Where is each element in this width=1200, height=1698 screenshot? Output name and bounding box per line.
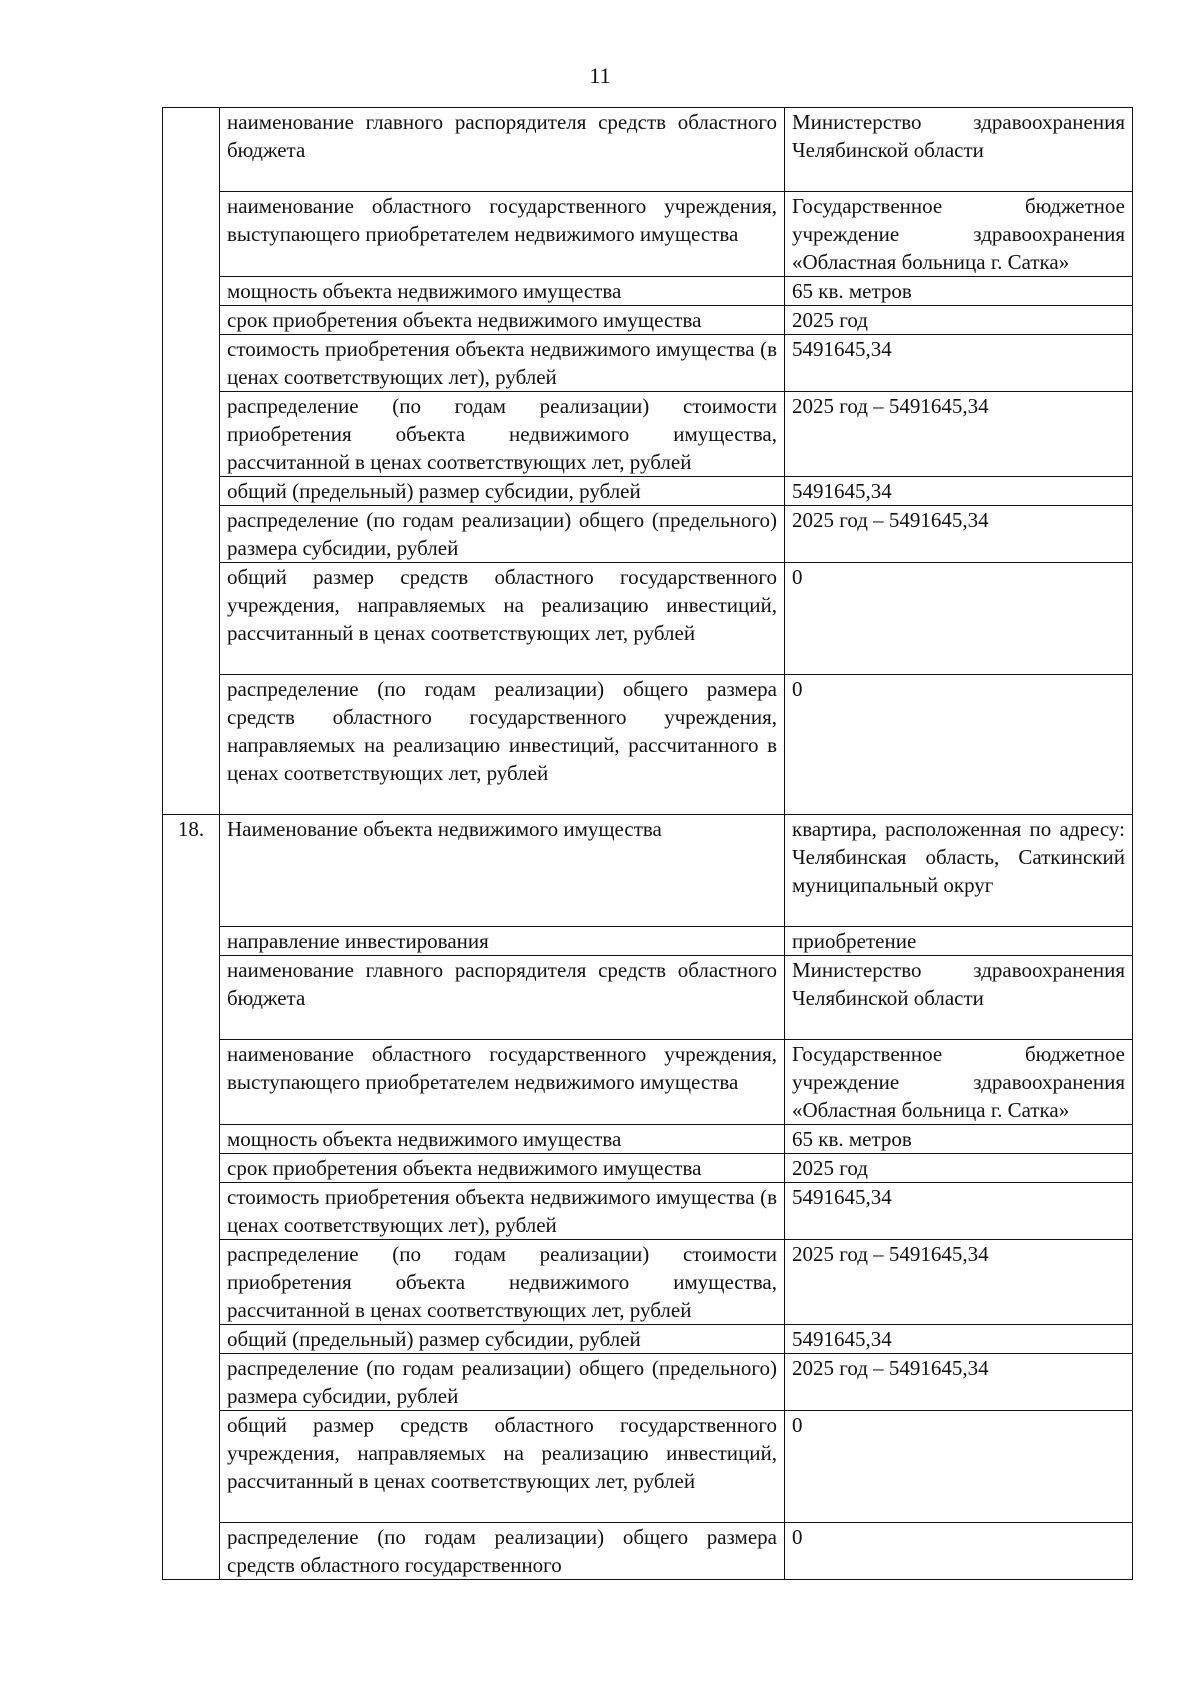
table-row <box>163 477 1133 506</box>
row-number-cell <box>163 108 220 192</box>
parameter-cell: стоимость приобретения объекта недвижимого имущества (в ценах соответствующих лет), рублей <box>220 1183 785 1240</box>
parameter-cell: наименование областного государственного учреждения, выступающего приобретателем недвижимого имущества <box>220 1040 785 1125</box>
parameter-cell: распределение (по годам реализации) общего размера средств областного государственного учреждения, направляемых на реализацию инвестиций, рассчитанного в ценах соответствующих лет, рублей <box>220 675 785 815</box>
value-cell: 2025 год <box>785 306 1133 335</box>
investment-object-table <box>162 107 1133 1580</box>
parameter-text: распределение (по годам реализации) общего размера средств областного государственного <box>227 1525 777 1577</box>
parameter-cell: мощность объекта недвижимого имущества <box>220 277 785 306</box>
value-cell: 5491645,34 <box>785 335 1133 392</box>
row-number-cell <box>163 1183 220 1240</box>
value-cell: Государственное бюджетное учреждение здравоохранения «Областная больница г. Сатка» <box>785 192 1133 277</box>
table-row <box>163 563 1133 675</box>
row-number-cell <box>163 675 220 815</box>
table-row <box>163 927 1133 956</box>
parameter-cell: наименование главного распорядителя средств областного бюджета <box>220 956 785 1040</box>
table-row <box>163 1354 1133 1411</box>
table-row <box>163 392 1133 477</box>
parameter-cell: стоимость приобретения объекта недвижимого имущества (в ценах соответствующих лет), рублей <box>220 335 785 392</box>
value-cell: 0 <box>785 1523 1133 1580</box>
table-row <box>163 815 1133 927</box>
row-number-cell <box>163 192 220 277</box>
value-cell: 0 <box>785 563 1133 675</box>
table-row <box>163 1183 1133 1240</box>
table-row <box>163 108 1133 192</box>
row-number-cell <box>163 1040 220 1125</box>
parameter-cell: Наименование объекта недвижимого имущества <box>220 815 785 927</box>
row-number-cell <box>163 506 220 563</box>
row-number-cell <box>163 277 220 306</box>
parameter-cell: срок приобретения объекта недвижимого имущества <box>220 1154 785 1183</box>
parameter-cell: распределение (по годам реализации) стоимости приобретения объекта недвижимого имущества, рассчитанной в ценах соответствующих лет, рублей <box>220 1240 785 1325</box>
value-cell: Министерство здравоохранения Челябинской области <box>785 956 1133 1040</box>
value-cell: 2025 год – 5491645,34 <box>785 1240 1133 1325</box>
parameter-cell: наименование главного распорядителя средств областного бюджета <box>220 108 785 192</box>
row-number-cell <box>163 927 220 956</box>
row-number-cell <box>163 1325 220 1354</box>
value-cell: 65 кв. метров <box>785 1125 1133 1154</box>
table-row <box>163 335 1133 392</box>
value-cell: 5491645,34 <box>785 1325 1133 1354</box>
value-cell: 2025 год – 5491645,34 <box>785 506 1133 563</box>
value-cell: 2025 год – 5491645,34 <box>785 1354 1133 1411</box>
parameter-cell: распределение (по годам реализации) стоимости приобретения объекта недвижимого имущества, рассчитанной в ценах соответствующих лет, рублей <box>220 392 785 477</box>
table-row <box>163 1040 1133 1125</box>
table-body <box>163 108 1133 1580</box>
value-cell: 0 <box>785 675 1133 815</box>
page-number: 11 <box>589 63 611 88</box>
row-number-cell <box>163 392 220 477</box>
row-number-cell <box>163 477 220 506</box>
parameter-cell <box>220 1523 785 1580</box>
row-number-cell <box>163 956 220 1040</box>
parameter-cell: общий (предельный) размер субсидии, рублей <box>220 1325 785 1354</box>
value-cell: 0 <box>785 1411 1133 1523</box>
value-cell: Государственное бюджетное учреждение здравоохранения «Областная больница г. Сатка» <box>785 1040 1133 1125</box>
value-cell: квартира, расположенная по адресу: Челябинская область, Саткинский муниципальный округ <box>785 815 1133 927</box>
row-number-cell <box>163 1240 220 1325</box>
value-cell: 5491645,34 <box>785 477 1133 506</box>
table-row <box>163 1240 1133 1325</box>
table-row <box>163 1154 1133 1183</box>
parameter-cell: срок приобретения объекта недвижимого имущества <box>220 306 785 335</box>
parameter-cell: общий размер средств областного государственного учреждения, направляемых на реализацию инвестиций, рассчитанный в ценах соответствующих лет, рублей <box>220 1411 785 1523</box>
value-cell: 2025 год – 5491645,34 <box>785 392 1133 477</box>
value-cell: 65 кв. метров <box>785 277 1133 306</box>
row-number-cell <box>163 1125 220 1154</box>
row-number-cell: 18. <box>163 815 220 927</box>
table-row <box>163 1125 1133 1154</box>
row-number-cell <box>163 1354 220 1411</box>
value-cell: приобретение <box>785 927 1133 956</box>
row-number-cell <box>163 563 220 675</box>
table-row <box>163 675 1133 815</box>
table-row <box>163 192 1133 277</box>
parameter-cell: наименование областного государственного учреждения, выступающего приобретателем недвижимого имущества <box>220 192 785 277</box>
table-row <box>163 277 1133 306</box>
row-number-cell <box>163 335 220 392</box>
value-cell: Министерство здравоохранения Челябинской области <box>785 108 1133 192</box>
parameter-cell: мощность объекта недвижимого имущества <box>220 1125 785 1154</box>
table-row <box>163 956 1133 1040</box>
table-row <box>163 1411 1133 1523</box>
row-number-cell <box>163 1411 220 1523</box>
table-row <box>163 1523 1133 1580</box>
table-row <box>163 306 1133 335</box>
row-number-cell <box>163 306 220 335</box>
parameter-cell: распределение (по годам реализации) общего (предельного) размера субсидии, рублей <box>220 1354 785 1411</box>
value-cell: 5491645,34 <box>785 1183 1133 1240</box>
parameter-cell: направление инвестирования <box>220 927 785 956</box>
parameter-cell: распределение (по годам реализации) общего (предельного) размера субсидии, рублей <box>220 506 785 563</box>
parameter-cell: общий (предельный) размер субсидии, рублей <box>220 477 785 506</box>
table-row <box>163 506 1133 563</box>
row-number-cell <box>163 1154 220 1183</box>
row-number-cell <box>163 1523 220 1580</box>
parameter-cell: общий размер средств областного государственного учреждения, направляемых на реализацию инвестиций, рассчитанный в ценах соответствующих лет, рублей <box>220 563 785 675</box>
table-row <box>163 1325 1133 1354</box>
value-cell: 2025 год <box>785 1154 1133 1183</box>
